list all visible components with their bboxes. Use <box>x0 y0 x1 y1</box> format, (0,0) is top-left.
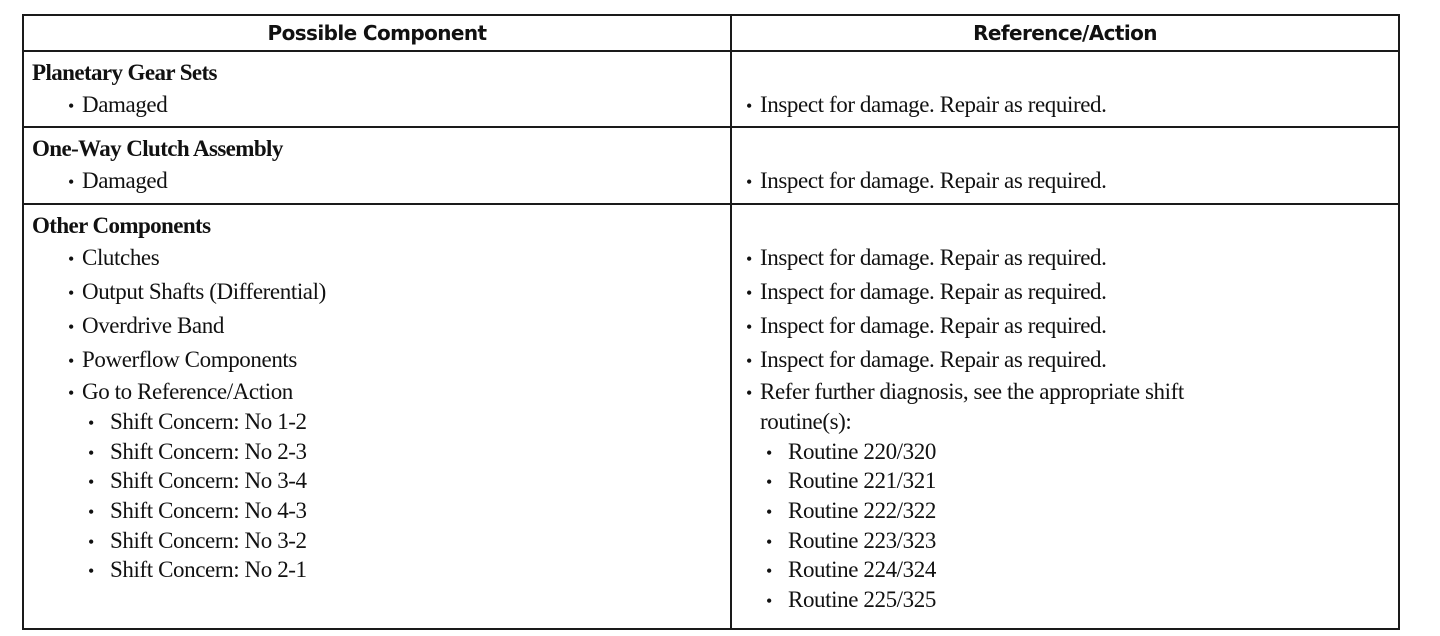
bullet-icon: • <box>746 317 752 337</box>
bullet-icon: • <box>766 591 772 612</box>
shift-concern-item <box>32 555 730 585</box>
component-item <box>32 164 730 198</box>
bullet-icon: • <box>68 172 74 192</box>
action-item <box>742 309 1398 343</box>
action-text: Inspect for damage. Repair as required. <box>760 168 1107 193</box>
bullet-icon: • <box>68 383 74 403</box>
bullet-icon: • <box>746 383 752 403</box>
action-text: Inspect for damage. Repair as required. <box>760 313 1107 338</box>
routine-item <box>742 466 1398 496</box>
bullet-icon: • <box>746 249 752 269</box>
bullet-icon: • <box>746 351 752 371</box>
section-title: Planetary Gear Sets <box>32 60 217 85</box>
bullet-icon: • <box>88 413 94 433</box>
bullet-icon: • <box>68 351 74 371</box>
component-item <box>32 275 730 309</box>
action-item <box>742 164 1398 198</box>
component-item <box>32 88 730 122</box>
diagnosis-table <box>22 14 1400 630</box>
bullet-icon: • <box>766 531 772 552</box>
routine-item <box>742 526 1398 556</box>
section-title: One-Way Clutch Assembly <box>32 136 283 161</box>
bullet-icon: • <box>88 502 94 523</box>
bullet-icon: • <box>766 561 772 582</box>
component-text: Go to Reference/Action <box>82 379 293 404</box>
routine-item <box>742 437 1398 467</box>
section-one-way-clutch <box>23 127 1399 204</box>
header-reference-action: Reference/Action <box>731 15 1399 51</box>
shift-concern-text: Shift Concern: No 2-3 <box>110 438 307 464</box>
component-item <box>32 241 730 275</box>
component-text: Output Shafts (Differential) <box>82 279 326 304</box>
bullet-icon: • <box>68 283 74 303</box>
section-title: Other Components <box>32 213 211 238</box>
bullet-icon: • <box>766 502 772 523</box>
header-possible-component: Possible Component <box>23 15 731 51</box>
shift-concern-item <box>32 466 730 496</box>
bullet-icon: • <box>88 531 94 552</box>
shift-concern-item <box>32 407 730 437</box>
action-text: routine(s): <box>760 409 852 434</box>
component-cell <box>23 204 731 629</box>
shift-concern-text: Shift Concern: No 2-1 <box>110 557 307 583</box>
action-continuation <box>742 407 1398 437</box>
action-cell <box>731 204 1399 629</box>
bullet-icon: • <box>68 96 74 116</box>
shift-concern-item <box>32 496 730 526</box>
routine-text: Routine 223/323 <box>788 527 936 553</box>
component-item <box>32 377 730 407</box>
component-cell <box>23 51 731 127</box>
shift-concern-text: Shift Concern: No 1-2 <box>110 409 307 434</box>
action-text: Inspect for damage. Repair as required. <box>760 279 1107 304</box>
component-text: Damaged <box>82 92 168 117</box>
action-item <box>742 343 1398 377</box>
action-cell <box>731 51 1399 127</box>
routine-item <box>742 555 1398 585</box>
routine-text: Routine 220/320 <box>788 438 936 464</box>
shift-concern-text: Shift Concern: No 3-2 <box>110 527 307 553</box>
bullet-icon: • <box>88 561 94 582</box>
shift-concern-item <box>32 526 730 556</box>
component-item <box>32 343 730 377</box>
routine-text: Routine 221/321 <box>788 468 936 494</box>
action-text: Inspect for damage. Repair as required. <box>760 347 1107 372</box>
action-text: Refer further diagnosis, see the appropriate shift <box>760 379 1184 404</box>
action-item <box>742 241 1398 275</box>
bullet-icon: • <box>746 172 752 192</box>
routine-item <box>742 585 1398 615</box>
bullet-icon: • <box>88 472 94 493</box>
action-item <box>742 88 1398 122</box>
routine-text: Routine 225/325 <box>788 587 936 613</box>
header-row <box>23 15 1399 51</box>
bullet-icon: • <box>766 472 772 493</box>
component-text: Damaged <box>82 168 168 193</box>
action-item <box>742 275 1398 309</box>
section-planetary-gear-sets <box>23 51 1399 127</box>
action-cell <box>731 127 1399 204</box>
component-text: Powerflow Components <box>82 347 297 372</box>
action-item <box>742 377 1398 407</box>
shift-concern-text: Shift Concern: No 3-4 <box>110 468 307 494</box>
section-other-components <box>23 204 1399 629</box>
component-item <box>32 309 730 343</box>
bullet-icon: • <box>68 317 74 337</box>
action-text: Inspect for damage. Repair as required. <box>760 92 1107 117</box>
routine-text: Routine 222/322 <box>788 498 936 524</box>
shift-concern-text: Shift Concern: No 4-3 <box>110 498 307 524</box>
shift-concern-item <box>32 437 730 467</box>
component-cell <box>23 127 731 204</box>
component-text: Clutches <box>82 245 160 270</box>
routine-text: Routine 224/324 <box>788 557 936 583</box>
bullet-icon: • <box>68 249 74 269</box>
bullet-icon: • <box>746 283 752 303</box>
bullet-icon: • <box>88 442 94 463</box>
bullet-icon: • <box>746 96 752 116</box>
routine-item <box>742 496 1398 526</box>
action-text: Inspect for damage. Repair as required. <box>760 245 1107 270</box>
bullet-icon: • <box>766 442 772 463</box>
component-text: Overdrive Band <box>82 313 224 338</box>
